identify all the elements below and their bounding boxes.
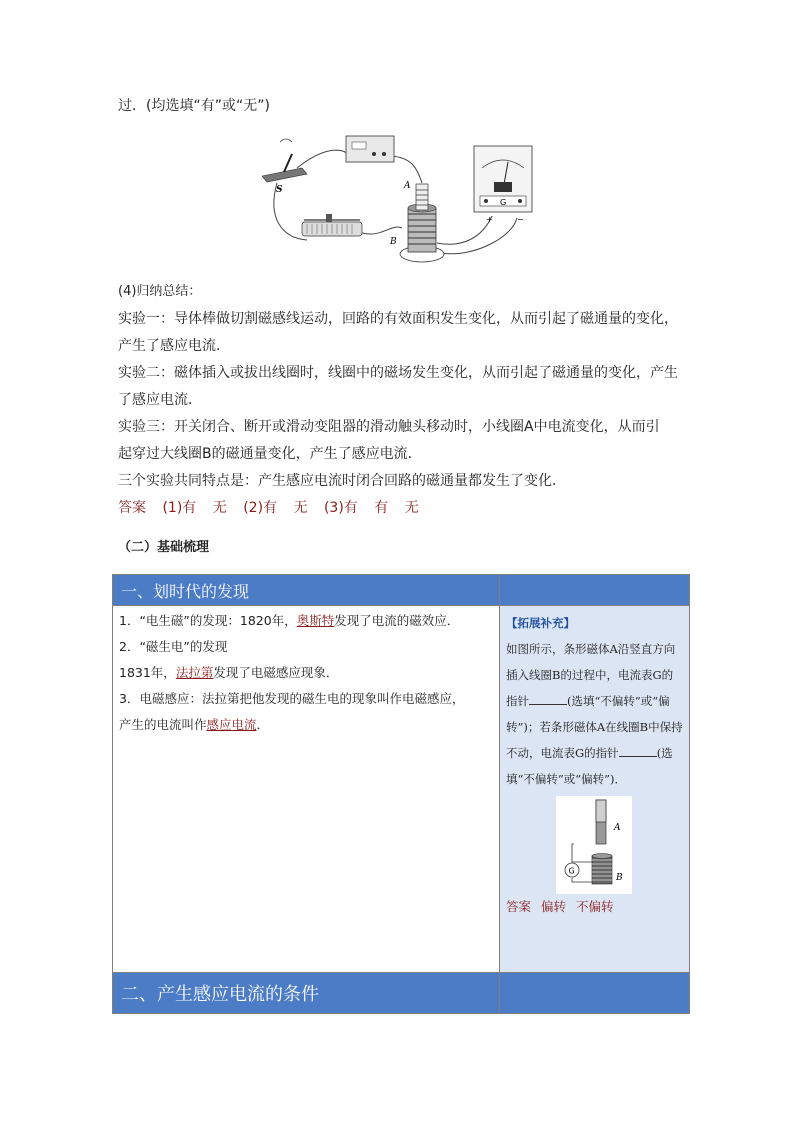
knowledge-table xyxy=(112,574,690,1014)
answer-item: 有 xyxy=(374,500,389,516)
answer-item: (2)有 xyxy=(243,500,278,516)
summary-line-3: 实验二：磁体插入或拔出线圈时，线圈中的磁场发生变化，从而引起了磁通量的变化，产生 xyxy=(118,365,678,381)
summary-line-2: 产生了感应电流． xyxy=(118,338,230,354)
answer-item: 无 xyxy=(212,500,227,516)
item-2: 2．“磁生电”的发现 xyxy=(119,639,228,654)
label-plus: + xyxy=(486,215,493,224)
oersted-name: 奥斯特 xyxy=(296,613,335,628)
summary-line-6: 起穿过大线圈B的磁通量变化，产生了感应电流． xyxy=(118,446,422,462)
row2-header-right xyxy=(500,973,690,1014)
answer-line xyxy=(118,498,431,518)
answer-label: 答案 xyxy=(118,500,146,516)
induced-current-term: 感应电流 xyxy=(206,717,257,732)
answer-blank-1[interactable] xyxy=(529,690,567,705)
magnet-coil-figure xyxy=(556,796,632,894)
answer-item: 无 xyxy=(293,500,308,516)
extension-text: 如图所示，条形磁体A沿竖直方向插入线圈B的过程中，电流表G的指针 (选填“不偏转”或“偏转”)；若条形磁体A在线圈B中保持不动，电流表G的指针 (选填“不偏转”或“偏转”)． xyxy=(506,642,683,786)
summary-line-5: 实验三：开关闭合、断开或滑动变阻器的滑动触头移动时，小线圈A中电流变化，从而引 xyxy=(118,419,660,435)
row1-header-right xyxy=(500,575,690,606)
faraday-name: 法拉第 xyxy=(175,665,214,680)
power-supply-icon xyxy=(346,136,394,162)
answer-item: (3)有 xyxy=(323,500,358,516)
extension-cell xyxy=(500,606,690,973)
summary-title: (4)归纳总结： xyxy=(118,284,202,299)
switch-icon xyxy=(262,139,307,182)
label-a: A xyxy=(404,181,411,191)
label-minus: − xyxy=(517,215,524,224)
item-2-detail: 1831年，法拉第发现了电磁感应现象． xyxy=(119,665,339,680)
fig2-label-b: B xyxy=(616,873,623,883)
answer-blank-2[interactable] xyxy=(619,742,657,757)
section-heading: （二）基础梳理 xyxy=(118,540,210,555)
summary-line-7: 三个实验共同特点是：产生感应电流时闭合回路的磁通量都发生了变化． xyxy=(118,473,566,489)
label-s: S xyxy=(276,185,283,195)
row2-header: 二、产生感应电流的条件 xyxy=(113,973,500,1014)
coil-icon xyxy=(592,854,612,885)
fig2-label-a: A xyxy=(614,823,621,833)
coil-b-icon xyxy=(400,204,444,262)
left-content-cell xyxy=(113,606,500,973)
item-3: 3．电磁感应：法拉第把他发现的磁生电的现象叫作电磁感应， 产生的电流叫作感应电流． xyxy=(119,691,465,732)
answer-item: 无 xyxy=(404,500,419,516)
row1-header: 一、划时代的发现 xyxy=(113,575,500,606)
label-b: B xyxy=(390,237,397,247)
intro-line: 过．(均选填“有”或“无”) xyxy=(118,98,270,114)
coil-a-icon xyxy=(416,184,428,210)
extension-title: 【拓展补充】 xyxy=(506,616,575,630)
answer-item: (1)有 xyxy=(162,500,197,516)
extension-answer: 答案 偏转 不偏转 xyxy=(506,899,614,914)
label-g: G xyxy=(500,198,507,207)
item-1: 1．“电生磁”的发现：1820年，奥斯特发现了电流的磁效应． xyxy=(119,613,460,628)
rheostat-icon xyxy=(302,214,362,236)
experiment-three-apparatus-figure xyxy=(262,128,534,268)
summary-line-1: 实验一：导体棒做切割磁感线运动，回路的有效面积发生变化，从而引起了磁通量的变化， xyxy=(118,311,678,327)
fig2-label-g: G xyxy=(568,866,575,876)
summary-line-4: 了感应电流． xyxy=(118,392,202,408)
